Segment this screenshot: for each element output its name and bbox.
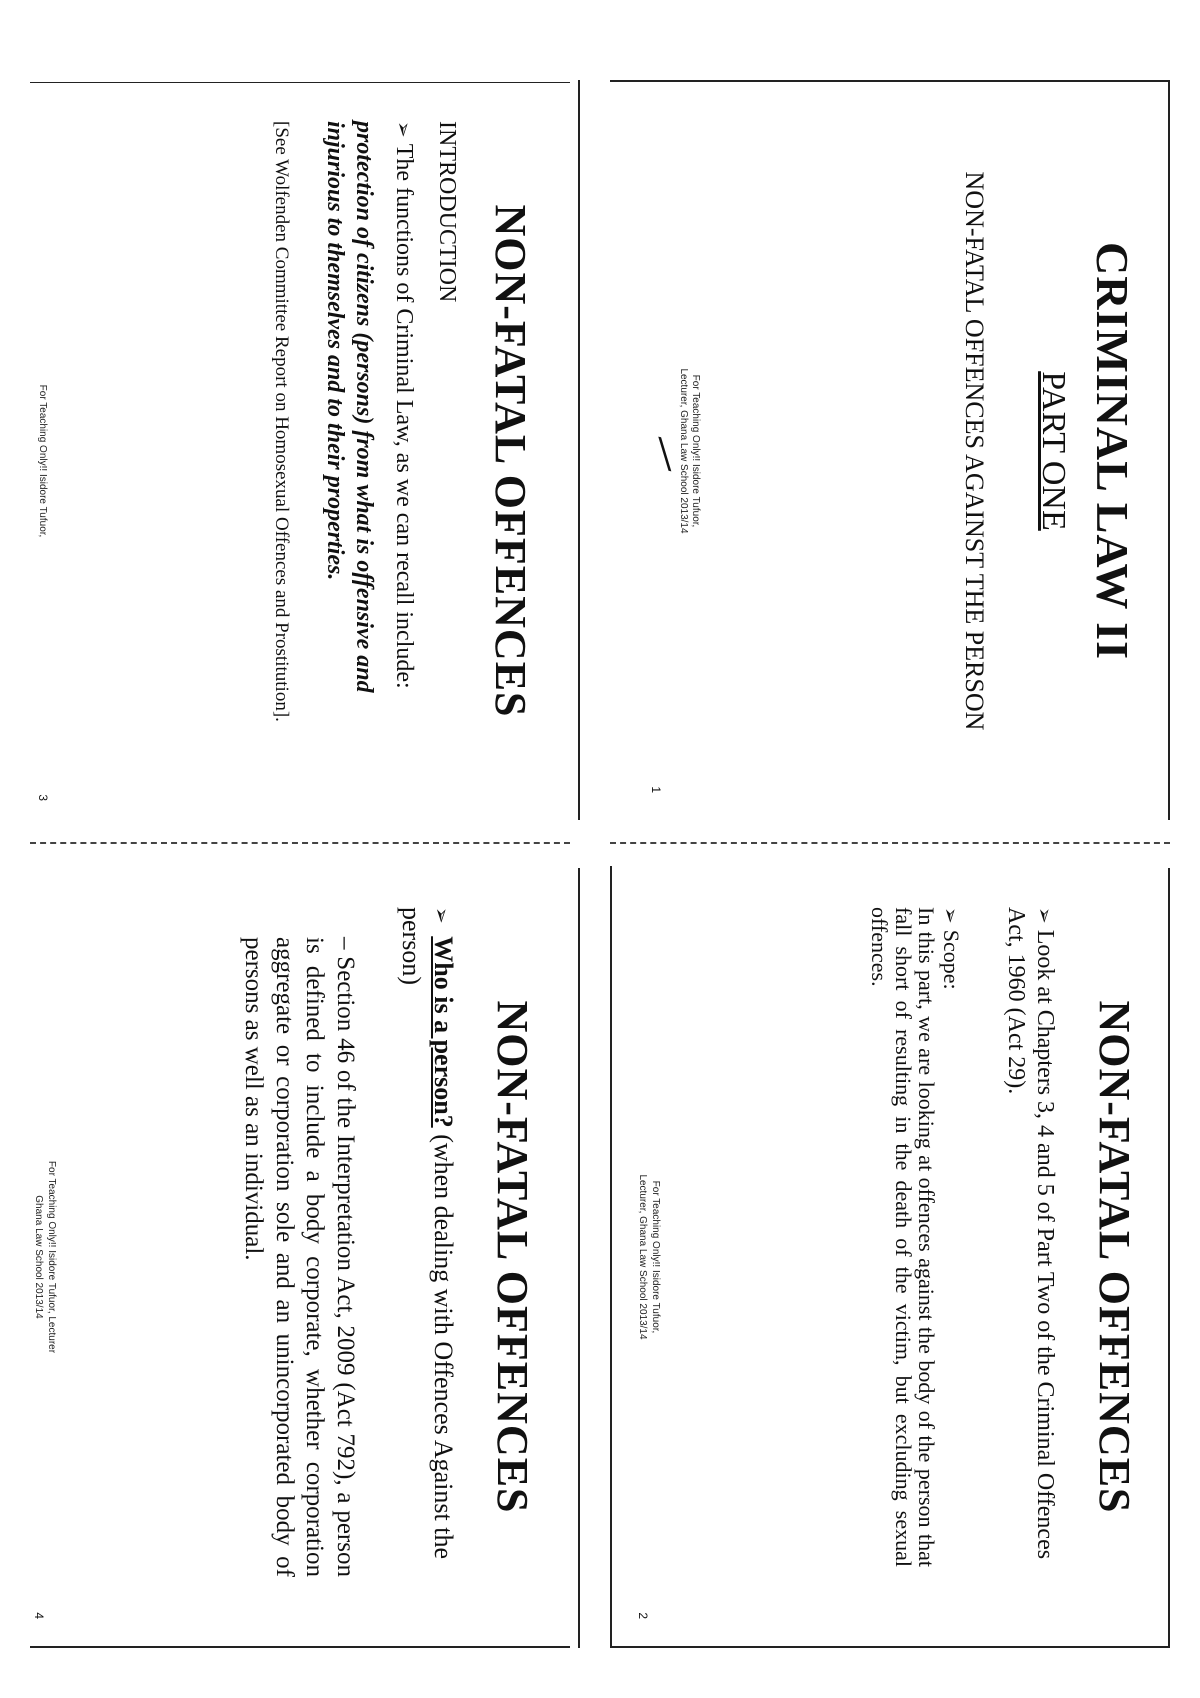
question-line — [396, 907, 459, 1607]
scope-label: ➢ Scope: — [938, 907, 965, 1607]
slide-title: NON-FATAL OFFENCES — [1090, 1000, 1139, 1514]
page-number: 4 — [32, 1612, 46, 1619]
slide-subtitle: PART ONE — [1035, 371, 1072, 531]
divider-vertical-left-lower — [578, 868, 580, 1648]
slide-2 — [614, 870, 1166, 1644]
scope-text: In this part, we are looking at offences against the body of the person that fall short of resulting in the death of the victim, but excluding sexual offences. — [867, 907, 939, 1567]
intro-bullet: ➢ The functions of Criminal Law, as we can recall include: — [388, 121, 417, 801]
slide-title: NON-FATAL OFFENCES — [486, 204, 535, 718]
question-rest: (when dealing with Offences Against the person) — [397, 907, 458, 1559]
page-number: 1 — [649, 786, 663, 793]
slide-footer: For Teaching Only!! Isidore Tufuor, Lecturer Ghana Law School 2013/14 — [33, 1160, 57, 1354]
page-number: 2 — [636, 1612, 650, 1619]
dash-separator-left — [30, 842, 570, 844]
definition-text: – Section 46 of the Interpretation Act, 2009 (Act 792), a person is defined to include a body corporate, whether corporation aggregate or corporation sole and an unincorporated body of persons as well as an individual. — [240, 937, 359, 1577]
frame-bottom-right — [610, 1646, 1170, 1648]
slide-footer: For Teaching Only!! Isidore Tufuor, Lecturer, Ghana Law School 2013/14 — [659, 101, 702, 801]
slide-title: CRIMINAL LAW II — [1087, 241, 1138, 661]
reference-text: [See Wolfenden Committee Report on Homosexual Offences and Prostitution]. — [270, 121, 292, 722]
frame-right-lower-edge — [1168, 868, 1170, 1648]
frame-left-top — [30, 82, 570, 83]
dash-separator-right — [610, 842, 1170, 844]
page-number: 3 — [36, 794, 50, 801]
slide-3 — [32, 86, 576, 836]
frame-right-edge — [1168, 80, 1170, 820]
slide-title: NON-FATAL OFFENCES — [488, 1000, 537, 1514]
frame-bottom-left — [30, 1646, 570, 1648]
frame-top-right — [610, 80, 1170, 82]
slide-footer: For Teaching Only!! Isidore Tufuor, Lecturer, Ghana Law School 2013/14 — [637, 1174, 661, 1340]
slide-footer: For Teaching Only!! Isidore Tufuor, — [37, 384, 49, 538]
divider-vertical-left — [578, 80, 580, 820]
question-text: Who is a person? — [429, 936, 458, 1128]
emphasis-text: protection of citizens (persons) from what is offensive and injurious to themselves and to their properties. — [322, 121, 378, 693]
slide-4 — [32, 870, 576, 1644]
slide-1 — [612, 84, 1166, 818]
section-heading: INTRODUCTION — [434, 121, 460, 303]
slide-description: NON-FATAL OFFENCES AGAINST THE PERSON — [960, 171, 989, 731]
chapters-bullet: ➢ Look at Chapters 3, 4 and 5 of Part Two of the Criminal Offences Act, 1960 (Act 29). — [1000, 907, 1059, 1607]
frame-mid-right — [610, 866, 612, 1646]
